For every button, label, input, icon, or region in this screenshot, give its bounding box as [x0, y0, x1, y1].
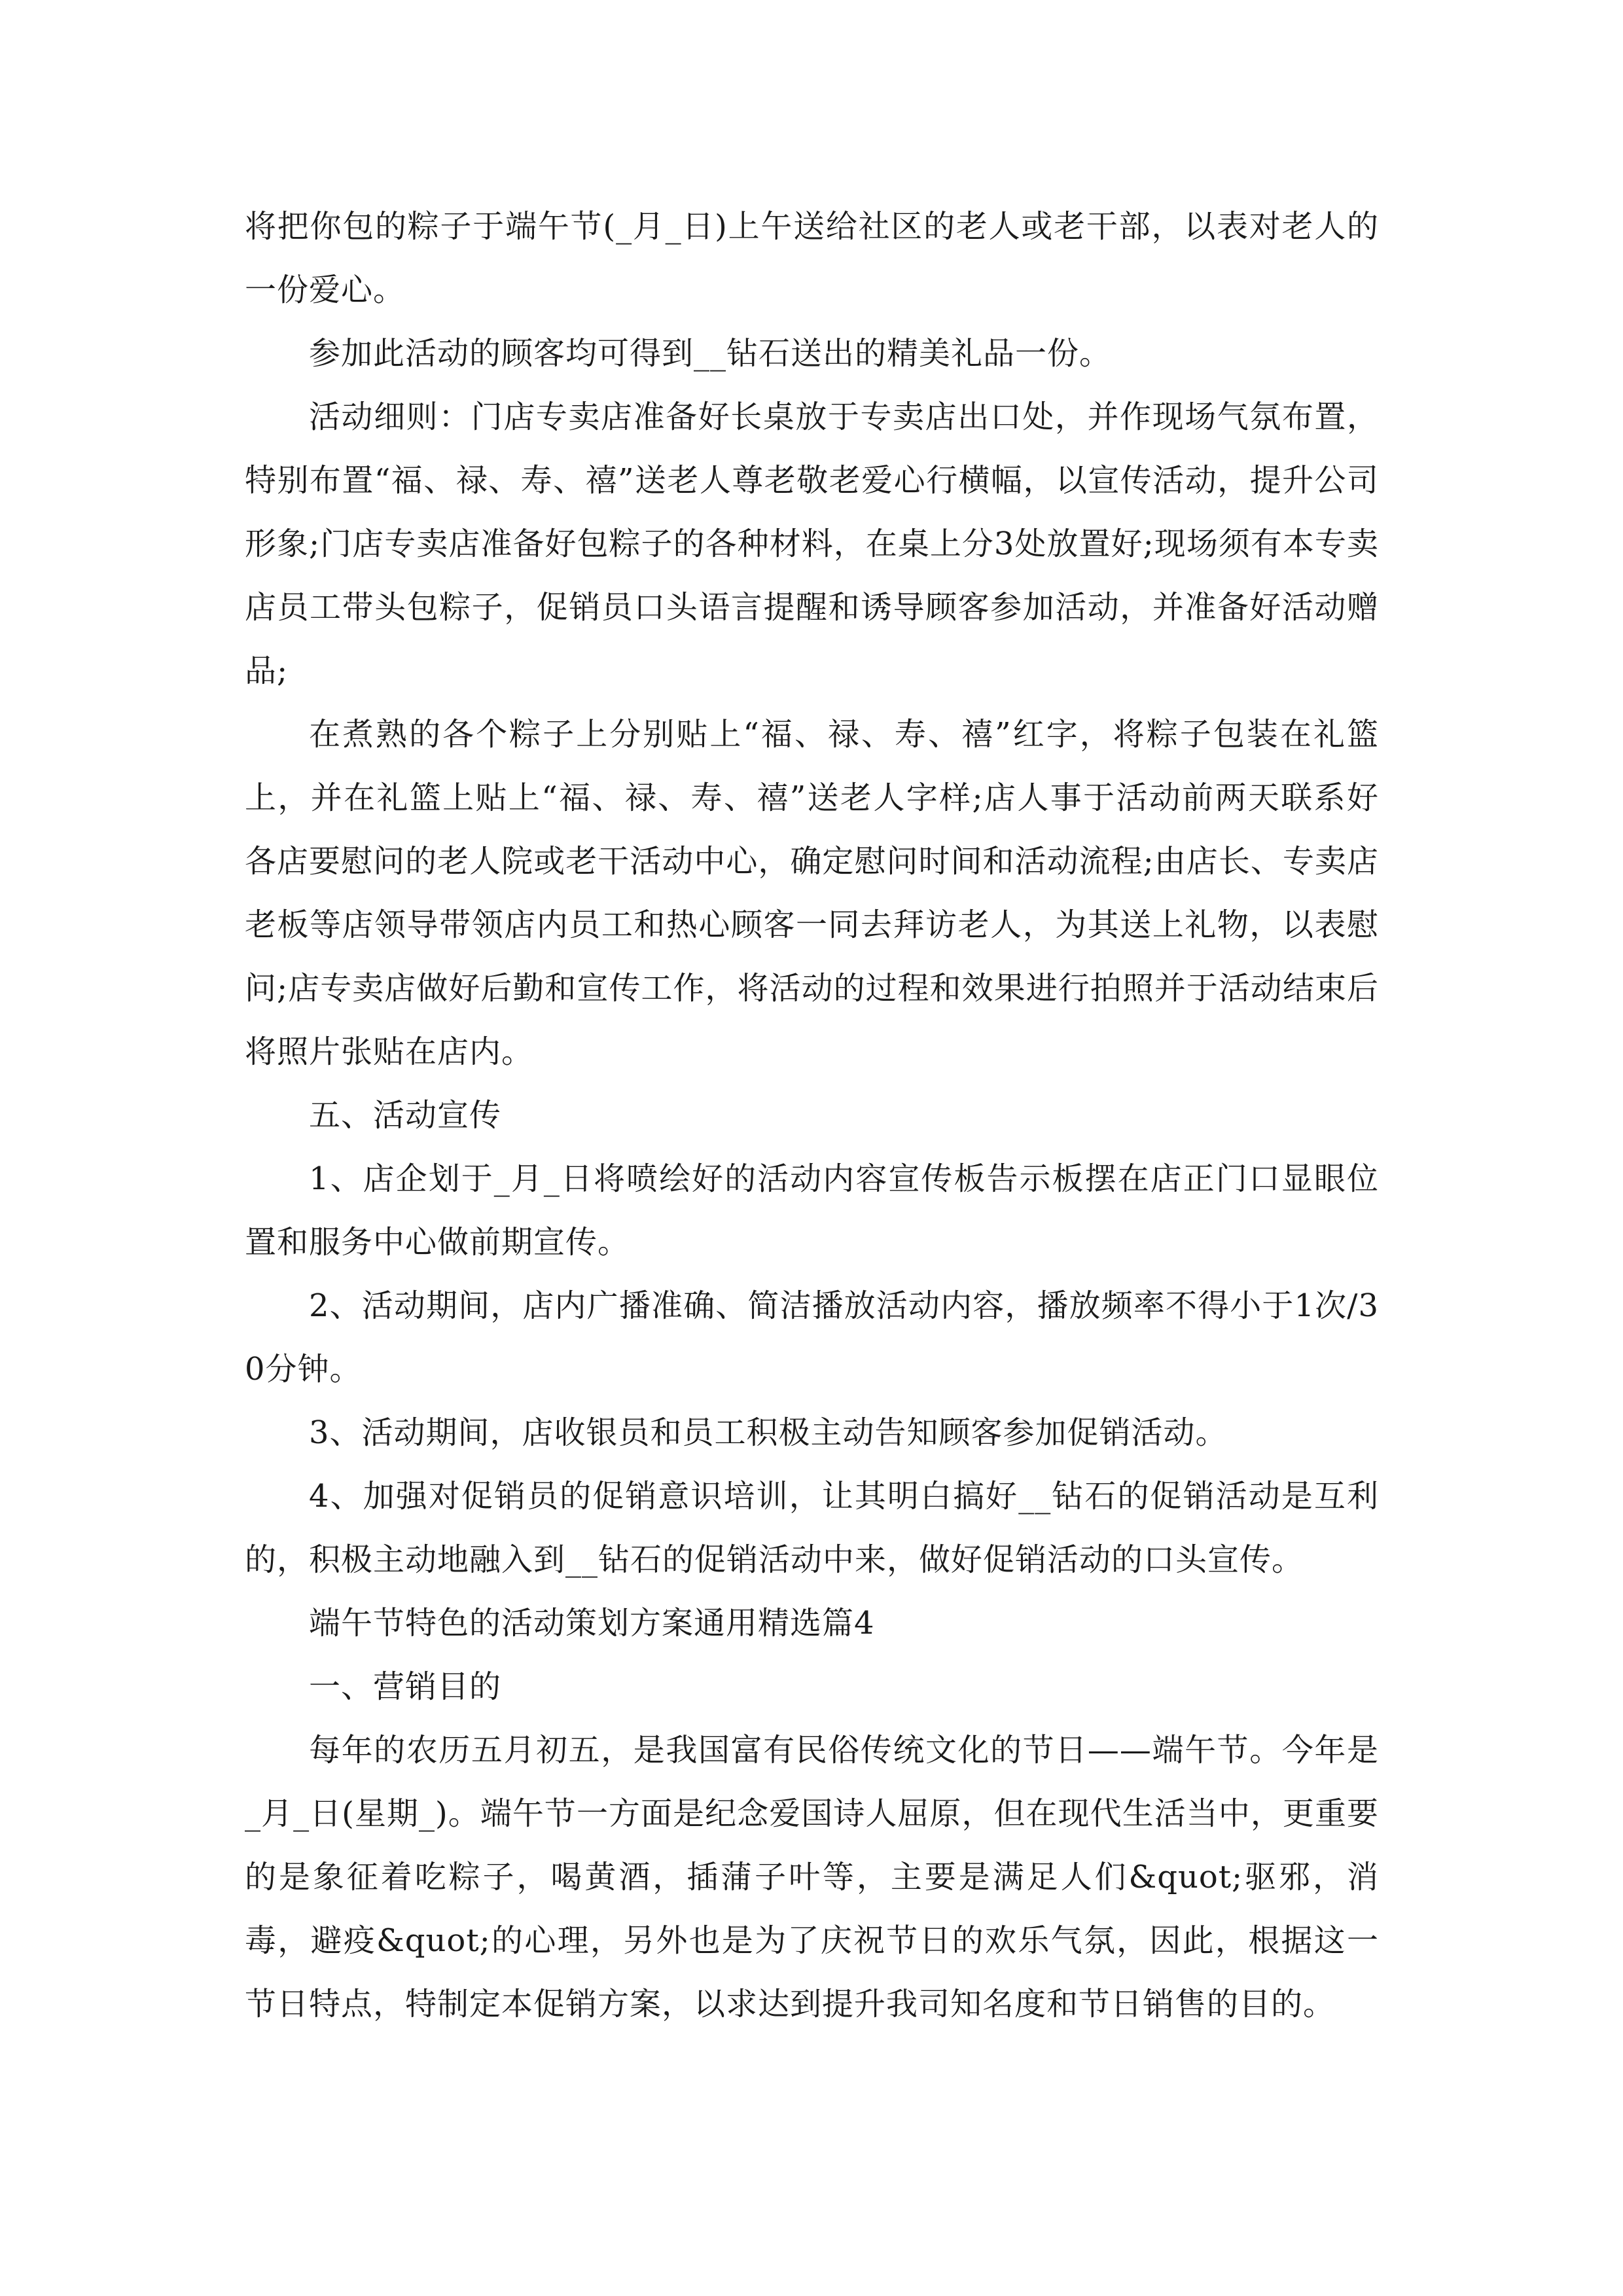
section-heading: 五、活动宣传: [309, 1097, 502, 1134]
list-item: 3、活动期间，店收银员和员工积极主动告知顾客参加促销活动。: [309, 1414, 1228, 1451]
section-heading: 一、营销目的: [309, 1668, 502, 1705]
paragraph: 参加此活动的顾客均可得到__钻石送出的精美礼品一份。: [309, 335, 1112, 372]
article-title: 端午节特色的活动策划方案通用精选篇4: [309, 1605, 875, 1641]
list-item: 1、店企划于_月_日将喷绘好的活动内容宣传板告示板摆在店正门口显眼位置和服务中心做前期宣传。: [245, 1160, 1379, 1261]
paragraph: 活动细则：门店专卖店准备好长桌放于专卖店出口处，并作现场气氛布置，特别布置“福、禄、寿、禧”送老人尊老敬老爱心行横幅，以宣传活动，提升公司形象;门店专卖店准备好包粽子的各种材料，在桌上分3处放置好;现场须有本专卖店员工带头包粽子，促销员口头语言提醒和诱导顾客参加活动，并准备好活动赠品;: [245, 399, 1379, 689]
list-item: 2、活动期间，店内广播准确、简洁播放活动内容，播放频率不得小于1次/30分钟。: [245, 1287, 1379, 1388]
list-item: 4、加强对促销员的促销意识培训，让其明白搞好__钻石的促销活动是互利的，积极主动地融入到__钻石的促销活动中来，做好促销活动的口头宣传。: [245, 1478, 1379, 1578]
paragraph: 在煮熟的各个粽子上分别贴上“福、禄、寿、禧”红字，将粽子包装在礼篮上，并在礼篮上贴上“福、禄、寿、禧”送老人字样;店人事于活动前两天联系好各店要慰问的老人院或老干活动中心，确定慰问时间和活动流程;由店长、专卖店老板等店领导带领店内员工和热心顾客一同去拜访老人，为其送上礼物，以表慰问;店专卖店做好后勤和宣传工作，将活动的过程和效果进行拍照并于活动结束后将照片张贴在店内。: [245, 716, 1379, 1070]
document-body: [245, 195, 1379, 2036]
paragraph: 将把你包的粽子于端午节(_月_日)上午送给社区的老人或老干部，以表对老人的一份爱心。: [245, 208, 1379, 308]
paragraph: 每年的农历五月初五，是我国富有民俗传统文化的节日——端午节。今年是_月_日(星期_)。端午节一方面是纪念爱国诗人屈原，但在现代生活当中，更重要的是象征着吃粽子，喝黄酒，插蒲子叶等，主要是满足人们&quot;驱邪，消毒，避疫&quot;的心理，另外也是为了庆祝节日的欢乐气氛，因此，根据这一节日特点，特制定本促销方案，以求达到提升我司知名度和节日销售的目的。: [245, 1732, 1379, 2022]
